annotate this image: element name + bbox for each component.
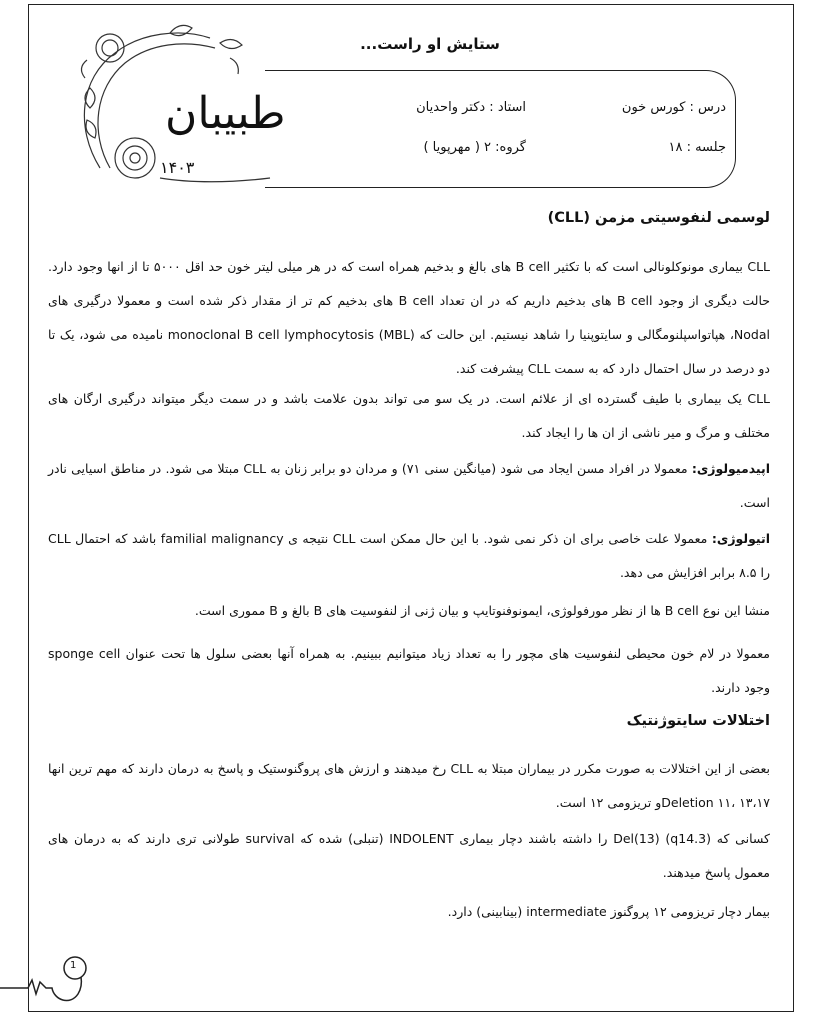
epidemiology-text: معمولا در افراد مسن ایجاد می شود (میانگین سنی ۷۱) و مردان دو برابر زنان به CLL مبتلا می شود. در مناطق اسیایی نادر است. [48,461,770,510]
paragraph-abnormalities: بعضی از این اختلالات به صورت مکرر در بیماران مبتلا به CLL رخ میدهند و ارزش های پروگنوستیک و پاسخ به درمان دارند که مهم ترین انها Deletion ۱۱، ۱۳،۱۷و تریزومی ۱۲ است. [48,761,770,810]
logo-year: ۱۴۰۳ [160,158,195,177]
epidemiology-label: اپیدمیولوژی: [691,461,770,476]
paragraph-trisomy12: بیمار دچار تریزومی ۱۲ پروگنوز intermediate (بینابینی) دارد. [447,904,770,919]
stethoscope-icon [0,950,100,1010]
paragraph-definition: CLL بیماری مونوکلونالی است که با تکثیر B cell های بالغ و بدخیم همراه است که در هر میلی لیتر خون حد اقل ۵۰۰۰ تا از انها وجود دارد. حالت دیگری از وجود B cell های بدخیم داریم که در ان تعداد B cell های بدخیم کم تر از مقدار ذکر شده است و معمولا درگیری های Nodal، هپاتواسپلنومگالی و سایتوپنیا را شاهد نیستیم. این حالت که monoclonal B cell lymphocytosis (MBL) نامیده می شود، یک تا دو درصد در سال احتمال دارد که به سمت CLL پیشرفت کند. [48,259,770,376]
section-title-cytogenetics: اختلالات سایتوژنتیک [626,713,770,729]
paragraph-epidemiology [48,452,770,520]
course-label: درس : کورس خون [621,100,726,115]
paragraph-etiology [48,522,770,590]
session-label: جلسه : ۱۸ [668,140,726,155]
group-label: گروه: ۲ ( مهرپویا ) [423,140,526,155]
header-title: ستایش او راست... [360,35,500,53]
info-box [265,70,736,188]
logo-text: طبیبان [165,88,286,139]
section-title-cll: لوسمی لنفوسیتی مزمن (CLL) [547,210,770,226]
teacher-label: استاد : دکتر واحدیان [416,100,526,115]
page-number: 1 [70,960,77,971]
etiology-text: معمولا علت خاصی برای ان ذکر نمی شود. با این حال ممکن است CLL نتیجه ی familial malignancy باشد که احتمال CLL را ۸.۵ برابر افزایش می دهد. [48,531,770,580]
etiology-label: اتیولوژی: [711,531,770,546]
paragraph-smear: معمولا در لام خون محیطی لنفوسیت های مچور را به تعداد زیاد میتوانیم ببینیم. به همراه آنها بعضی سلول ها تحت عنوان sponge cell وجود دارند. [48,646,770,695]
paragraph-spectrum: CLL یک بیماری با طیف گسترده ای از علائم است. در یک سو می تواند بدون علامت باشد و در سمت دیگر میتواند درگیری ارگان های مختلف و مرگ و میر ناشی از ان ها را ایجاد کند. [48,391,770,440]
paragraph-origin: منشا این نوع B cell ها از نظر مورفولوژی، ایمونوفنوتایپ و بیان ژنی از لنفوسیت های B بالغ و B مموری است. [194,603,770,618]
logo [70,18,285,193]
paragraph-del13: کسانی که Del(13) (q14.3) را داشته باشند دچار بیماری INDOLENT (تنبلی) شده که survival طولانی تری دارند که به درمان های معمول پاسخ میدهند. [48,831,770,880]
